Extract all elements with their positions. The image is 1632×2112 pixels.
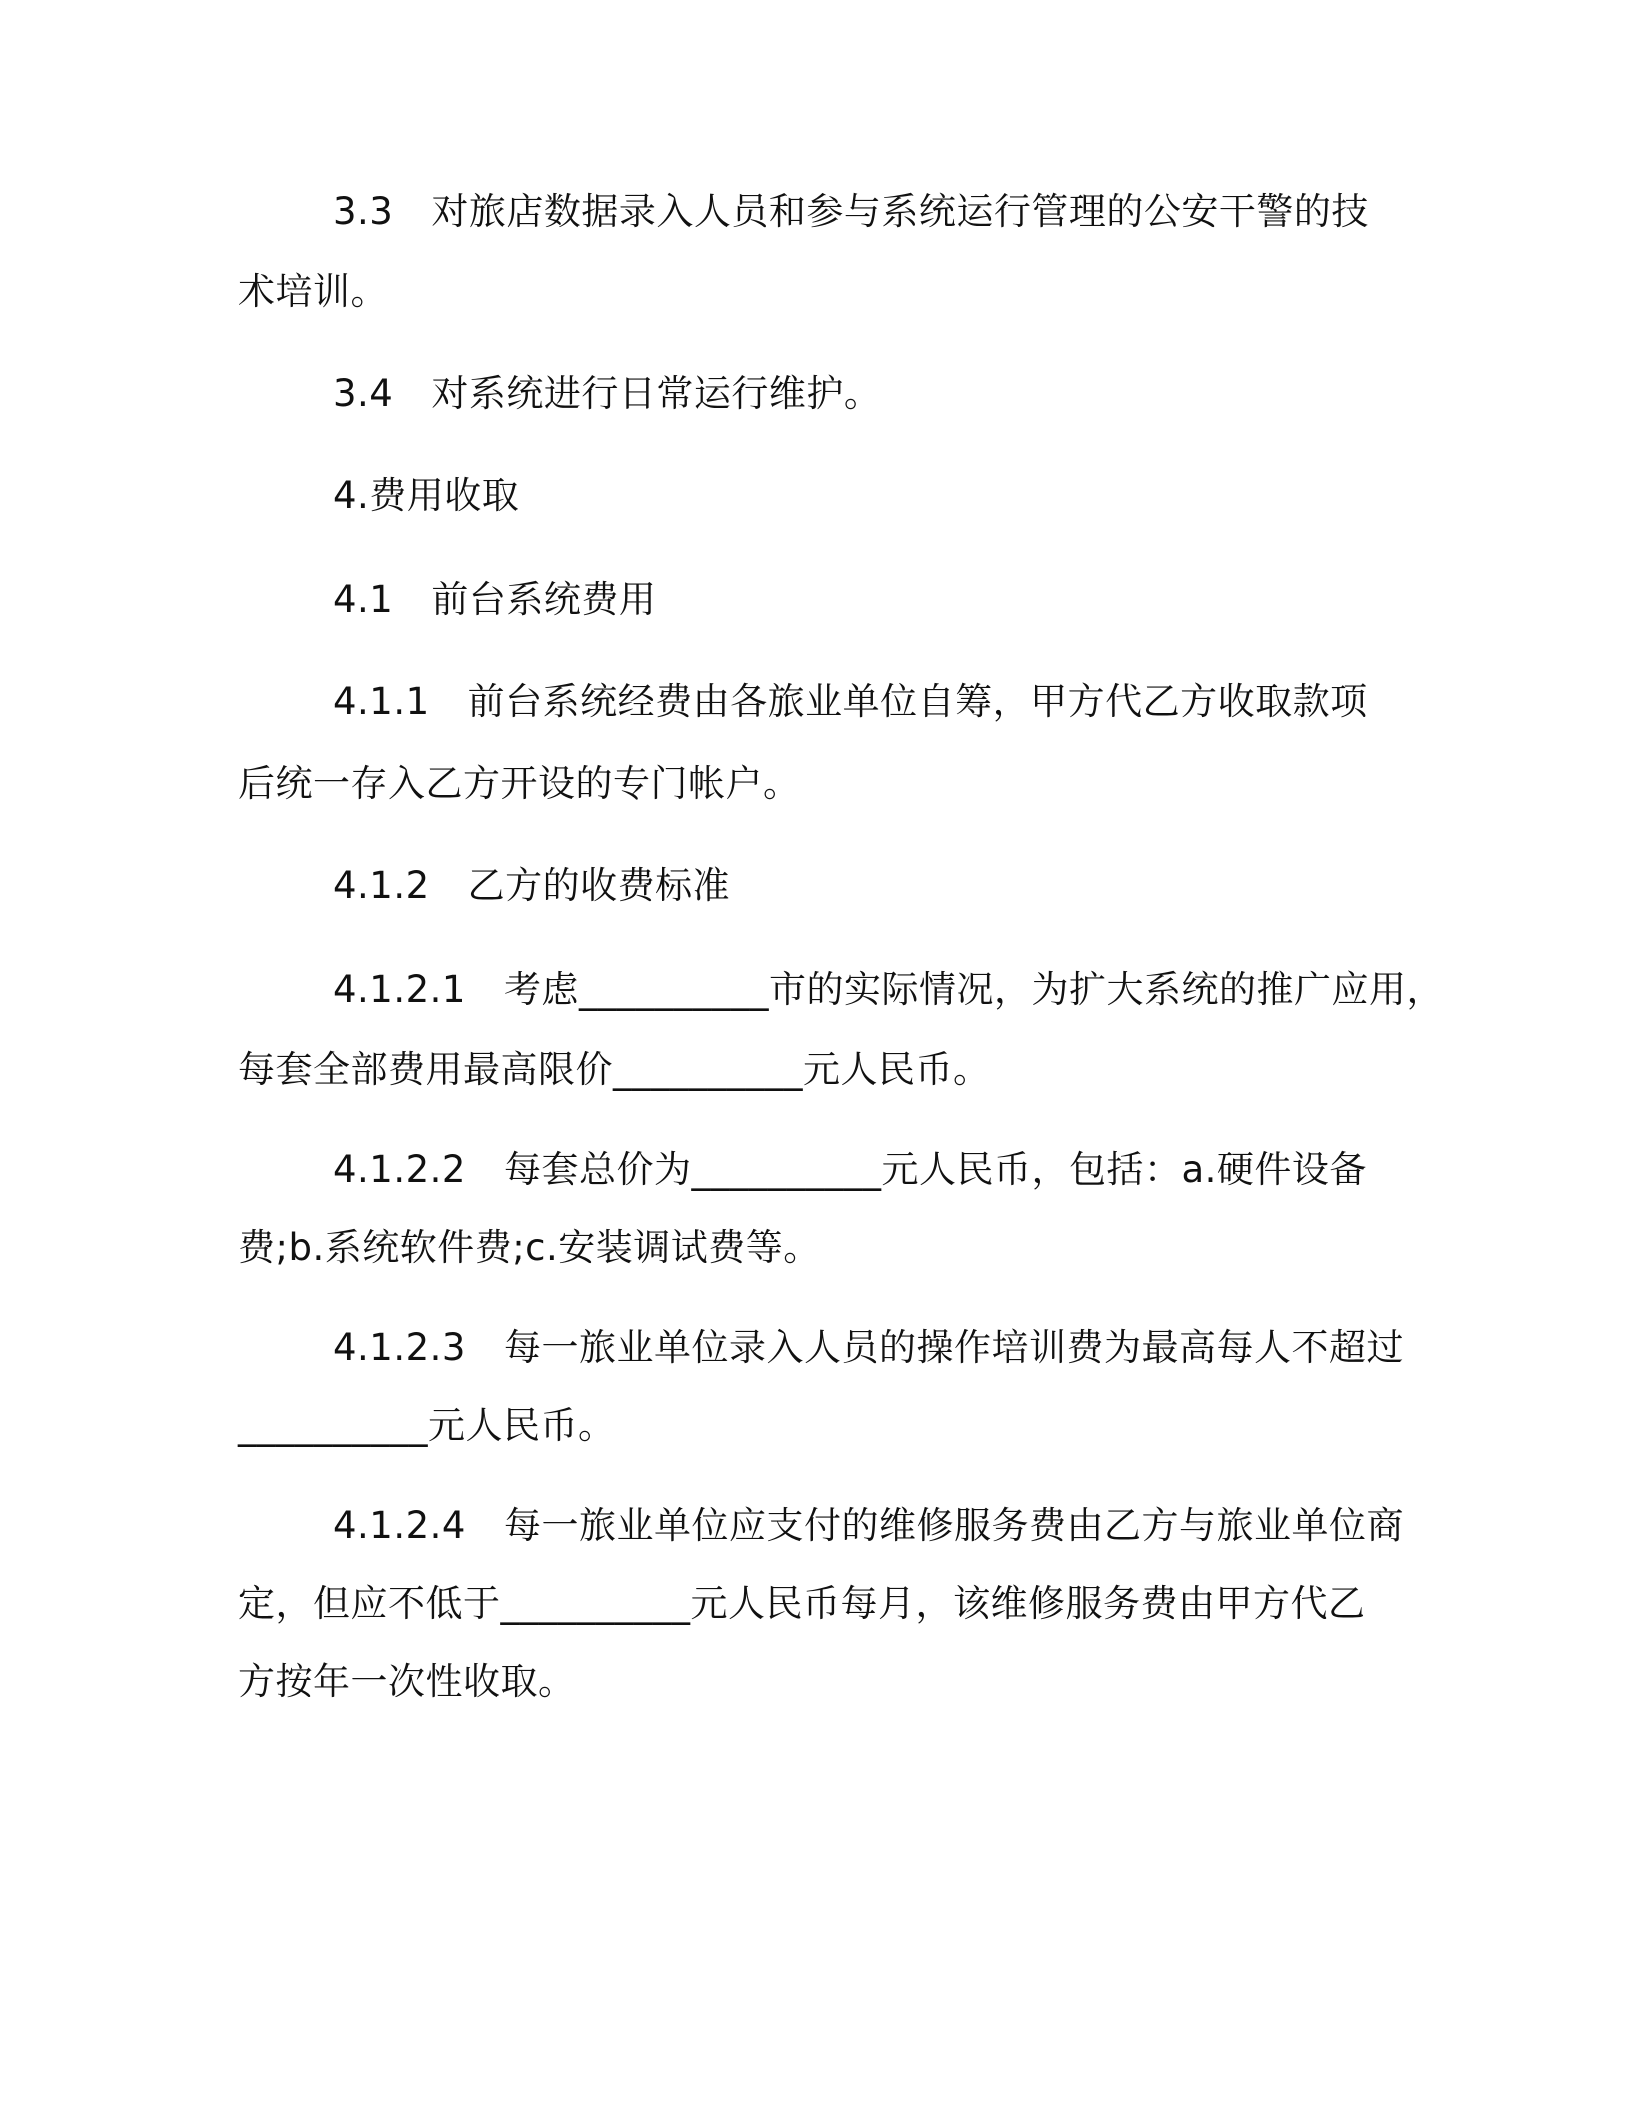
paragraph-4-1-2-4-line-1 [333, 1504, 1404, 1548]
paragraph-text: 每套总价为__________元人民币，包括：a.硬件设备 [503, 1148, 1367, 1191]
section-heading-4 [333, 474, 519, 518]
paragraph-number: 4.1.2.2 [333, 1148, 466, 1191]
paragraph-number: 4.1.1 [333, 680, 430, 723]
paragraph-3-3-line-1 [333, 190, 1369, 234]
paragraph-4-1-2-2-line-1 [333, 1148, 1367, 1192]
paragraph-text: 每一旅业单位应支付的维修服务费由乙方与旅业单位商 [503, 1504, 1404, 1547]
paragraph-number: 4.1 [333, 578, 394, 621]
paragraph-4-1-2-3-line-2 [238, 1404, 616, 1448]
paragraph-text: 前台系统经费由各旅业单位自筹，甲方代乙方收取款项 [467, 680, 1368, 723]
paragraph-number: 3.3 [333, 190, 394, 233]
paragraph-4-1-2-2-line-2 [238, 1226, 821, 1270]
paragraph-text: 后统一存入乙方开设的专门帐户。 [238, 762, 801, 805]
paragraph-text: 每套全部费用最高限价__________元人民币。 [238, 1048, 991, 1091]
paragraph-text: 方按年一次性收取。 [238, 1660, 576, 1703]
paragraph-number: 3.4 [333, 372, 394, 415]
paragraph-4-1-1-line-2 [238, 762, 801, 806]
paragraph-text: __________元人民币。 [238, 1404, 616, 1447]
paragraph-number: 4.1.2.1 [333, 968, 466, 1011]
paragraph-4-1-2-1-line-2 [238, 1048, 991, 1092]
paragraph-text: 考虑__________市的实际情况，为扩大系统的推广应用， [503, 968, 1444, 1011]
paragraph-4-1-2 [333, 864, 730, 908]
paragraph-4-1-2-4-line-3 [238, 1660, 576, 1704]
paragraph-text: 费;b.系统软件费;c.安装调试费等。 [238, 1226, 821, 1269]
paragraph-text: 前台系统费用 [431, 578, 657, 621]
paragraph-number: 4.1.2.3 [333, 1326, 466, 1369]
paragraph-number: 4.1.2.4 [333, 1504, 466, 1547]
paragraph-text: 术培训。 [238, 270, 388, 313]
paragraph-number: 4.1.2 [333, 864, 430, 907]
paragraph-text: 4.费用收取 [333, 474, 520, 517]
paragraph-3-4 [333, 372, 881, 416]
paragraph-text: 定，但应不低于__________元人民币每月，该维修服务费由甲方代乙 [238, 1582, 1366, 1625]
paragraph-text: 对旅店数据录入人员和参与系统运行管理的公安干警的技 [431, 190, 1369, 233]
paragraph-4-1-2-4-line-2 [238, 1582, 1366, 1626]
paragraph-text: 乙方的收费标准 [467, 864, 731, 907]
paragraph-text: 对系统进行日常运行维护。 [431, 372, 882, 415]
paragraph-4-1 [333, 578, 656, 622]
paragraph-text: 每一旅业单位录入人员的操作培训费为最高每人不超过 [503, 1326, 1404, 1369]
paragraph-4-1-1-line-1 [333, 680, 1368, 724]
paragraph-3-3-line-2 [238, 270, 388, 314]
paragraph-4-1-2-1-line-1 [333, 968, 1444, 1012]
paragraph-4-1-2-3-line-1 [333, 1326, 1404, 1370]
